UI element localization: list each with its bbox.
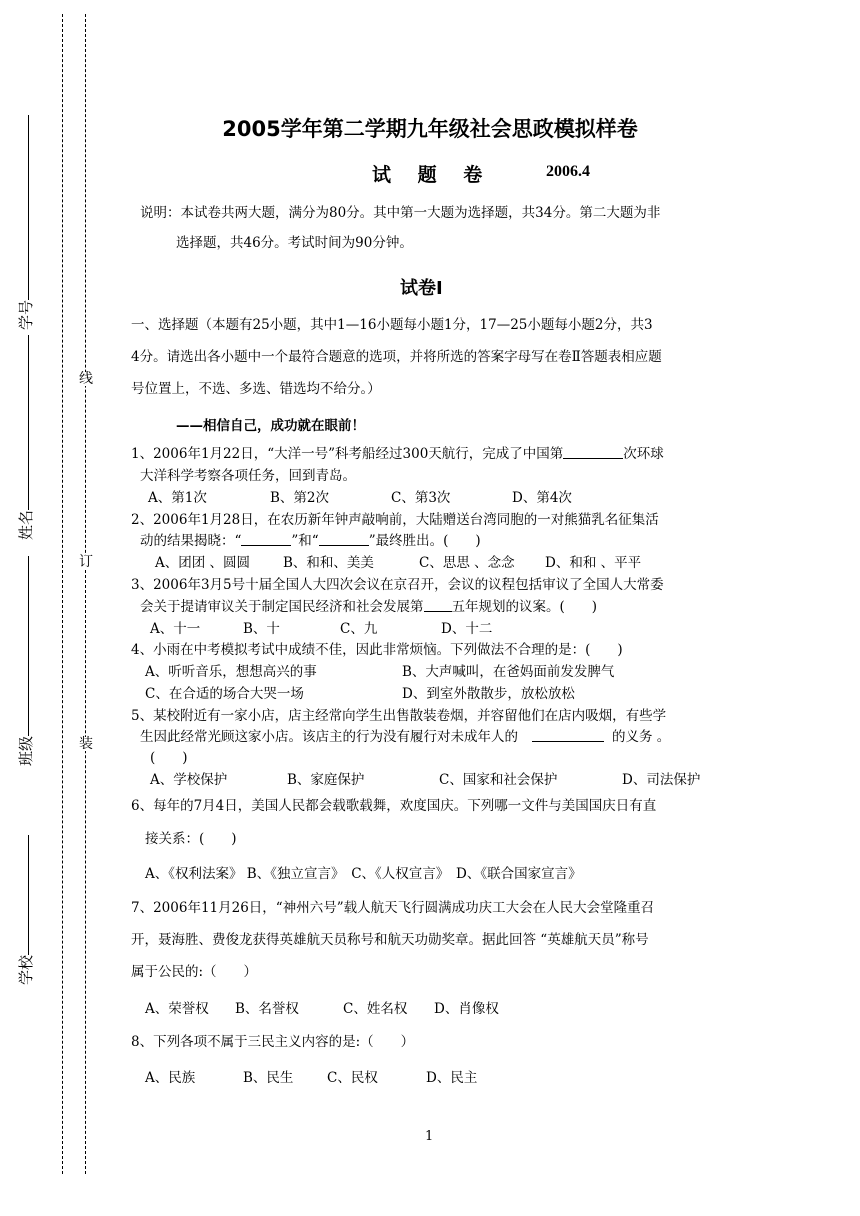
name-label: 姓名	[17, 509, 35, 540]
school-blank[interactable]	[16, 835, 29, 955]
answer-blank[interactable]	[241, 532, 291, 546]
class-field[interactable]	[16, 566, 36, 766]
question-3-line-2: 会关于提请审议关于制定国民经济和社会发展第 五年规划的议案。( )	[140, 599, 598, 615]
binding-dashed-line-outer	[62, 14, 63, 1174]
q2-option-c[interactable]: C、思思 、念念	[419, 555, 515, 571]
exam-date: 2006.4	[546, 163, 590, 180]
q1-option-c[interactable]: C、第3次	[391, 490, 451, 506]
answer-blank[interactable]	[424, 598, 452, 612]
student-number-field[interactable]	[16, 130, 36, 330]
answer-blank[interactable]	[563, 445, 623, 459]
q5-option-c[interactable]: C、国家和社会保护	[439, 772, 558, 788]
q2-option-a[interactable]: A、团团 、圆圆	[155, 555, 251, 571]
q3-option-a[interactable]: A、十一	[150, 621, 201, 637]
question-7-line-1: 7、2006年11月26日，“神州六号”载人航天飞行圆满成功庆工大会在人民大会堂隆重召	[131, 900, 655, 916]
q8-option-d[interactable]: D、民主	[426, 1070, 478, 1086]
student-number-blank[interactable]	[16, 115, 29, 300]
binding-order-char: 订	[79, 554, 93, 570]
q8-option-a[interactable]: A、民族	[145, 1070, 196, 1086]
q4-option-b[interactable]: B、大声喊叫，在爸妈面前发发脾气	[402, 664, 615, 680]
exam-title: 2005学年第二学期九年级社会思政模拟样卷	[222, 117, 638, 141]
q2-option-d[interactable]: D、和和 、平平	[545, 555, 642, 571]
q3-option-d[interactable]: D、十二	[441, 621, 493, 637]
class-blank[interactable]	[16, 556, 29, 736]
class-label: 班级	[17, 735, 35, 766]
question-5-line-1: 5、某校附近有一家小店，店主经常向学生出售散装卷烟，并容留他们在店内吸烟，有些学	[131, 708, 667, 724]
question-2-line-2: 动的结果揭晓：“ ”和“ ”最终胜出。( )	[140, 533, 481, 549]
question-8-line-1: 8、下列各项不属于三民主义内容的是:（ ）	[131, 1034, 415, 1050]
question-1-line-1: 1、2006年1月22日，“大洋一号”科考船经过300天航行，完成了中国第 次环球	[131, 446, 664, 462]
question-2-line-1: 2、2006年1月28日，在农历新年钟声敲响前，大陆赠送台湾同胞的一对熊猫乳名征集活	[131, 512, 659, 528]
q6-options[interactable]: A、《权利法案》 B、《独立宣言》 C、《人权宣言》 D、《联合国家宣言》	[145, 866, 582, 882]
name-blank[interactable]	[16, 335, 29, 510]
school-field[interactable]	[16, 785, 36, 985]
question-6-line-1: 6、每年的7月4日，美国人民都会载歌载舞，欢度国庆。下列哪一文件与美国国庆日有直	[131, 798, 657, 814]
section-title: 试卷Ⅰ	[400, 278, 443, 299]
q5-option-a[interactable]: A、学校保护	[150, 772, 228, 788]
instructions-line-2: 选择题，共46分。考试时间为90分钟。	[176, 235, 413, 251]
question-4-line-1: 4、小雨在中考模拟考试中成绩不佳，因此非常烦恼。下列做法不合理的是：( )	[131, 642, 623, 658]
binding-dashed-line-inner	[85, 14, 86, 1174]
section-intro-line-1: 一、选择题（本题有25小题，其中1—16小题每小题1分，17—25小题每小题2分，共3	[131, 317, 653, 333]
q1-option-b[interactable]: B、第2次	[270, 490, 330, 506]
q1-option-d[interactable]: D、第4次	[512, 490, 572, 506]
question-7-line-2: 开，聂海胜、费俊龙获得英雄航天员称号和航天功勋奖章。据此回答 “英雄航天员”称号	[131, 932, 649, 948]
school-label: 学校	[17, 954, 35, 985]
motto: ——相信自己，成功就在眼前！	[176, 418, 365, 434]
q7-option-c[interactable]: C、姓名权	[343, 1001, 408, 1017]
page-number: 1	[425, 1129, 434, 1144]
answer-blank[interactable]	[532, 728, 604, 742]
binding-bind-char: 装	[79, 736, 93, 752]
q5-option-b[interactable]: B、家庭保护	[287, 772, 365, 788]
q4-option-d[interactable]: D、到室外散散步，放松放松	[402, 686, 575, 702]
question-5-line-3: ( )	[150, 750, 188, 766]
q4-option-c[interactable]: C、在合适的场合大哭一场	[145, 686, 304, 702]
answer-blank[interactable]	[319, 532, 369, 546]
q8-option-c[interactable]: C、民权	[327, 1070, 378, 1086]
question-6-line-2: 接关系：( )	[145, 831, 237, 847]
exam-subtitle: 试 题 卷	[372, 164, 493, 186]
section-intro-line-2: 4分。请选出各小题中一个最符合题意的选项，并将所选的答案字母写在卷Ⅱ答题表相应题	[131, 349, 662, 365]
q7-option-b[interactable]: B、名誉权	[235, 1001, 299, 1017]
q5-option-d[interactable]: D、司法保护	[622, 772, 701, 788]
q3-option-b[interactable]: B、十	[243, 621, 280, 637]
q8-option-b[interactable]: B、民生	[243, 1070, 294, 1086]
q1-option-a[interactable]: A、第1次	[148, 490, 207, 506]
q7-option-a[interactable]: A、荣誉权	[145, 1001, 209, 1017]
q4-option-a[interactable]: A、听听音乐，想想高兴的事	[145, 664, 317, 680]
q3-option-c[interactable]: C、九	[340, 621, 378, 637]
binding-line-char: 线	[79, 371, 93, 387]
instructions-line-1: 说明：本试卷共两大题，满分为80分。其中第一大题为选择题，共34分。第二大题为非	[140, 205, 661, 221]
q7-option-d[interactable]: D、肖像权	[434, 1001, 499, 1017]
question-7-line-3: 属于公民的:（ ）	[131, 964, 258, 980]
section-intro-line-3: 号位置上，不选、多选、错选均不给分。）	[131, 381, 381, 397]
name-field[interactable]	[16, 340, 36, 540]
q2-option-b[interactable]: B、和和、美美	[283, 555, 374, 571]
question-3-line-1: 3、2006年3月5号十届全国人大四次会议在京召开，会议的议程包括审议了全国人大常委	[131, 577, 664, 593]
student-number-label: 学号	[17, 299, 35, 330]
question-5-line-2: 生因此经常光顾这家小店。该店主的行为没有履行对未成年人的 的义务 。	[140, 729, 671, 745]
question-1-line-2: 大洋科学考察各项任务，回到青岛。	[140, 468, 356, 484]
